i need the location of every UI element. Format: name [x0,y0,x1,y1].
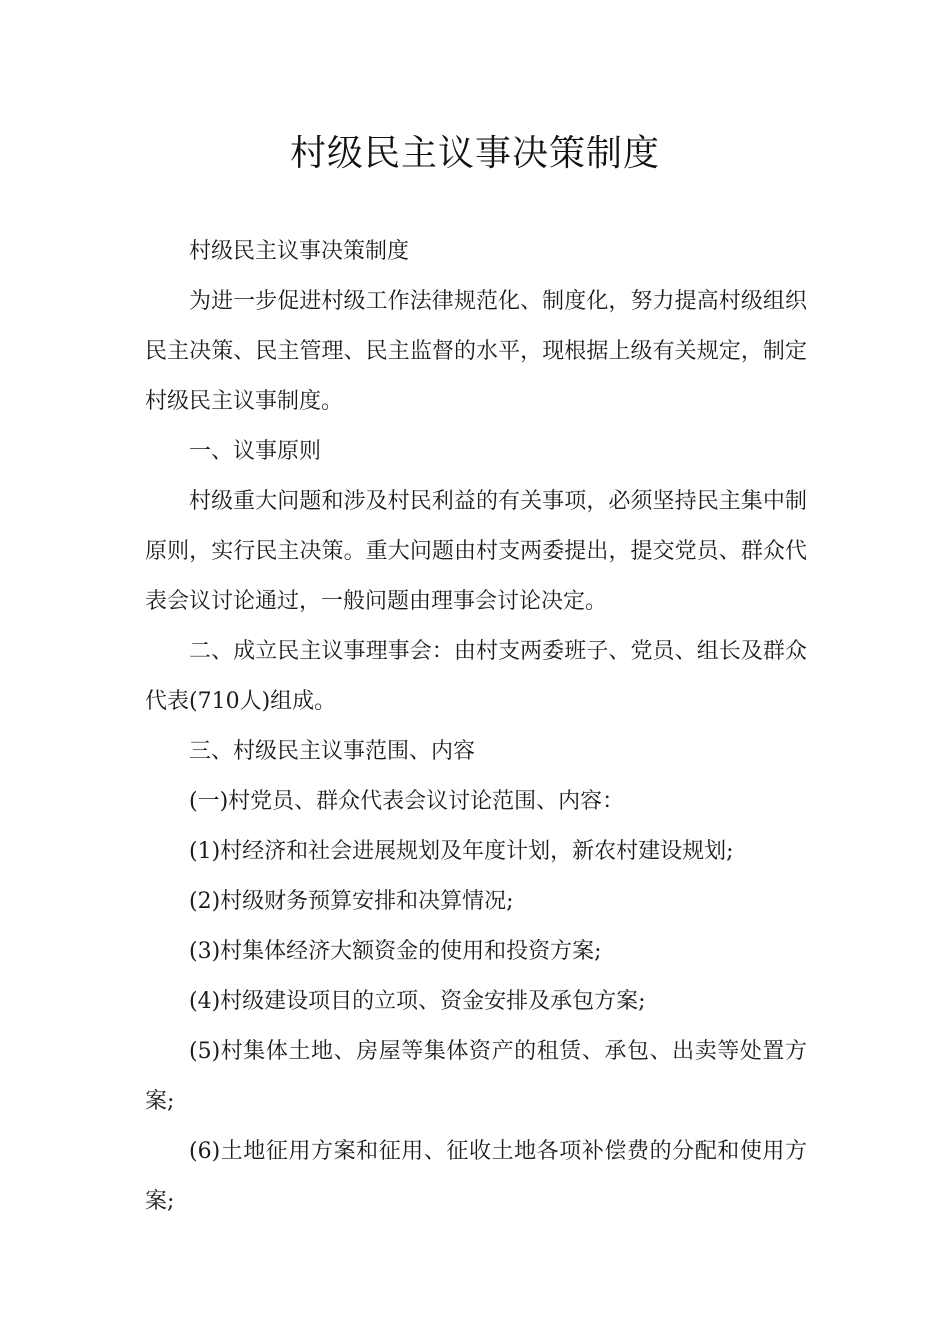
section-heading-council: 二、成立民主议事理事会：由村支两委班子、党员、组长及群众代表(710人)组成。 [145,639,807,714]
page-title: 村级民主议事决策制度 [289,133,660,174]
list-item: (2)村级财务预算安排和决算情况; [189,889,514,914]
section-heading-principles: 一、议事原则 [189,439,322,464]
list-item: (3)村集体经济大额资金的使用和投资方案; [189,939,602,964]
section-heading-scope: 三、村级民主议事范围、内容 [189,739,476,764]
subsection-heading-meeting: (一)村党员、群众代表会议讨论范围、内容： [189,789,625,814]
list-item: (1)村经济和社会进展规划及年度计划，新农村建设规划; [189,839,734,864]
list-item: (6)土地征用方案和征用、征收土地各项补偿费的分配和使用方案; [145,1139,807,1214]
paragraph-subtitle: 村级民主议事决策制度 [189,239,410,264]
paragraph-intro: 为进一步促进村级工作法律规范化、制度化，努力提高村级组织民主决策、民主管理、民主监督的水平，现根据上级有关规定，制定村级民主议事制度。 [145,289,807,414]
list-item: (5)村集体土地、房屋等集体资产的租赁、承包、出卖等处置方案; [145,1039,807,1114]
list-item: (4)村级建设项目的立项、资金安排及承包方案; [189,989,646,1014]
paragraph-principles: 村级重大问题和涉及村民利益的有关事项，必须坚持民主集中制原则，实行民主决策。重大问题由村支两委提出，提交党员、群众代表会议讨论通过，一般问题由理事会讨论决定。 [145,489,807,614]
document-body [145,227,807,1227]
